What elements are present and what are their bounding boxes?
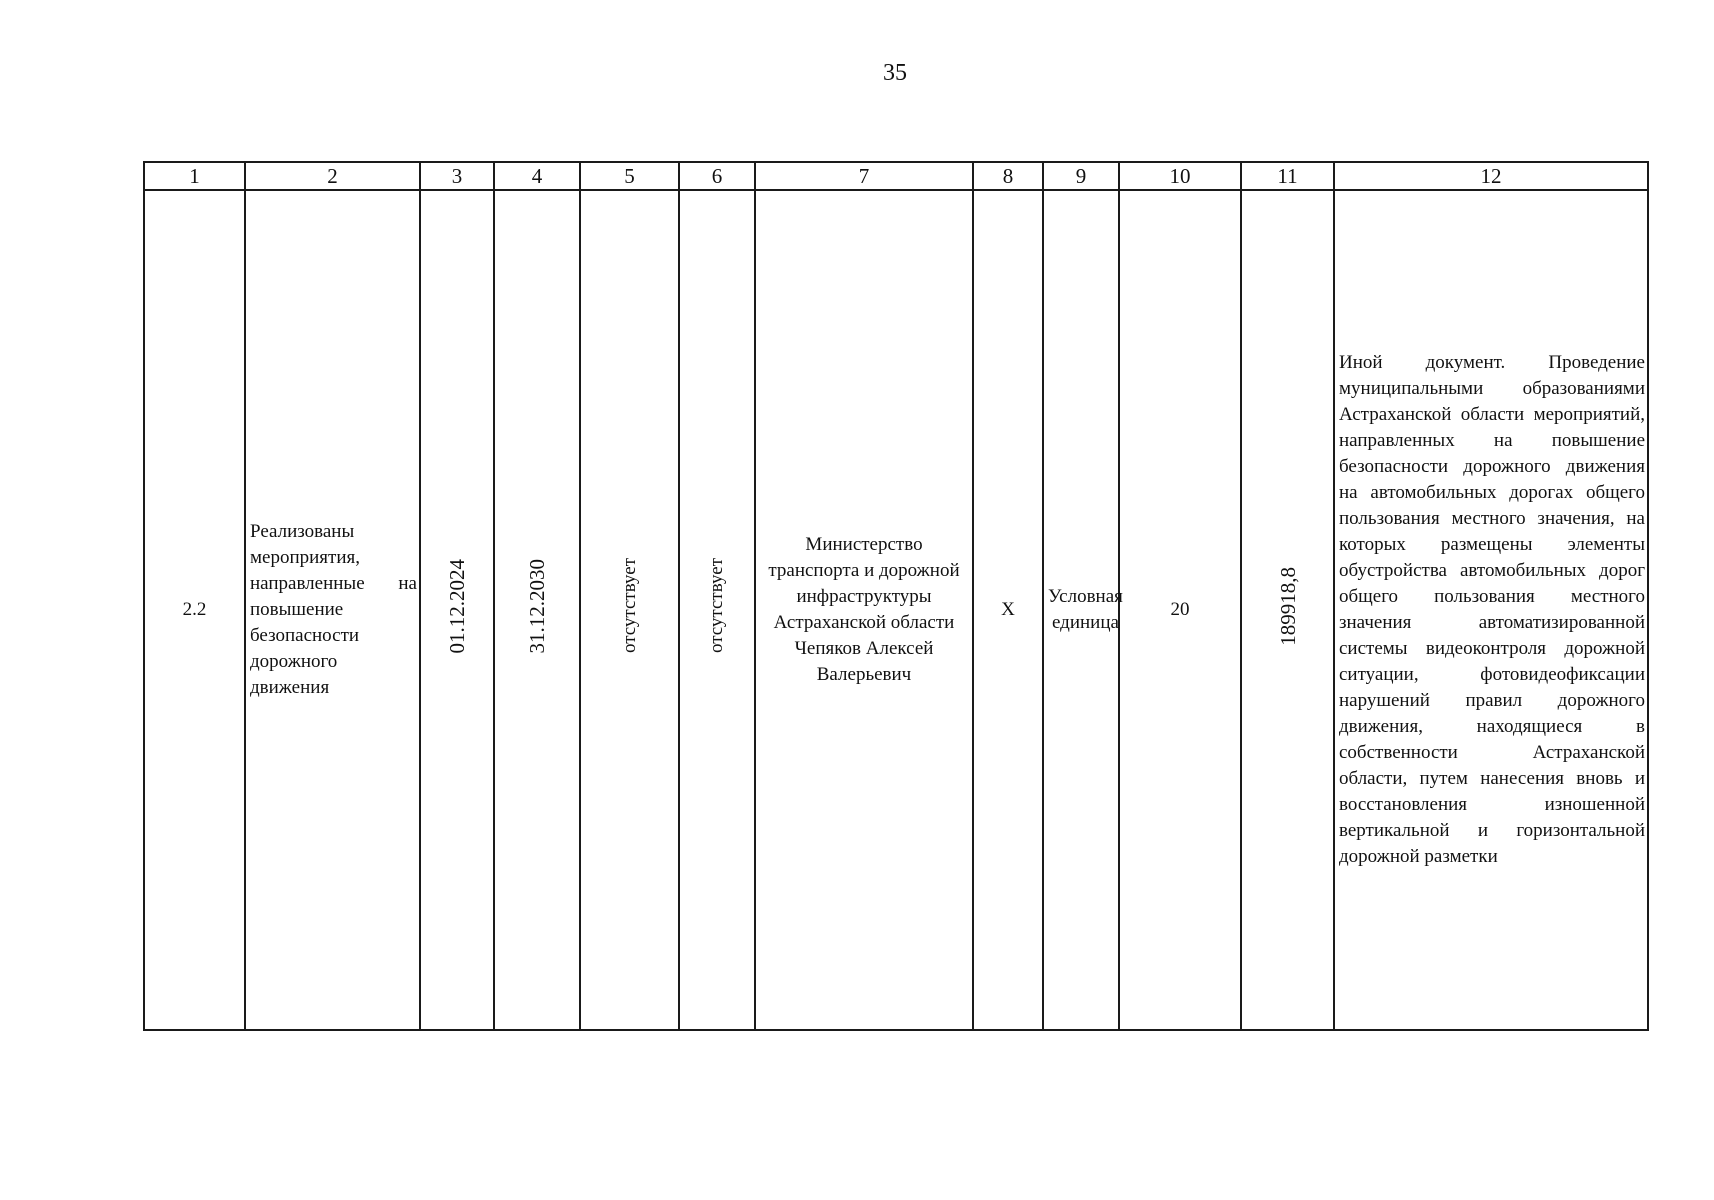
col10-cell: [1119, 190, 1241, 1030]
column-header: 3: [420, 162, 494, 190]
column-header: 5: [580, 162, 679, 190]
col6-value: отсутствует: [706, 558, 727, 654]
header-row: [144, 162, 1648, 190]
result-text: Реализованы мероприятия, направленные на повышение безопасности дорожного движения: [250, 521, 417, 698]
column-header: 8: [973, 162, 1043, 190]
document-table: [143, 161, 1649, 1031]
column-header: 12: [1334, 162, 1648, 190]
document-text: Иной документ. Проведение муниципальными образованиями Астраханской области мероприятий, направленных на повышение безопасности дорожного движения на автомобильных дорогах общего пользования местного значения, на которых размещены элементы обустройства автомобильных дорог общего пользования местного значения автоматизированной системы видеоконтроля дорожной ситуации, фотовидеофиксации нарушений правил дорожного движения, находящиеся в собственности Астраханской области, путем нанесения вновь и восстановления изношенной вертикальной и горизонтальной дорожной разметки: [1339, 352, 1645, 867]
column-header: 6: [679, 162, 755, 190]
page-number: 35: [883, 60, 907, 86]
col5-cell: [580, 190, 679, 1030]
document-cell: [1334, 190, 1648, 1030]
start-date: 01.12.2024: [445, 558, 469, 654]
col6-cell: [679, 190, 755, 1030]
start-date-cell: [420, 190, 494, 1030]
responsible-text: Министерство транспорта и дорожной инфраструктуры Астраханской области Чепяков Алексей Валерьевич: [768, 534, 960, 685]
col11-value: 189918,8: [1275, 566, 1300, 646]
column-header: 4: [494, 162, 580, 190]
col5-value: отсутствует: [618, 558, 640, 654]
table-row: [144, 190, 1648, 1030]
column-header: 11: [1241, 162, 1334, 190]
column-header: 9: [1043, 162, 1119, 190]
unit-text: Условная единица: [1048, 586, 1123, 633]
result-cell: [245, 190, 420, 1030]
end-date: 31.12.2030: [525, 558, 549, 654]
column-header: 10: [1119, 162, 1241, 190]
column-header: 7: [755, 162, 973, 190]
col10-value: 20: [1170, 599, 1190, 620]
row-number: 2.2: [182, 599, 207, 620]
end-date-cell: [494, 190, 580, 1030]
column-header: 2: [245, 162, 420, 190]
col8-cell: [973, 190, 1043, 1030]
col8-value: X: [1001, 599, 1015, 620]
row-number-cell: [144, 190, 245, 1030]
unit-cell: [1043, 190, 1123, 1030]
col11-cell: [1241, 190, 1334, 1030]
responsible-cell: [755, 190, 973, 1030]
column-header: 1: [144, 162, 245, 190]
